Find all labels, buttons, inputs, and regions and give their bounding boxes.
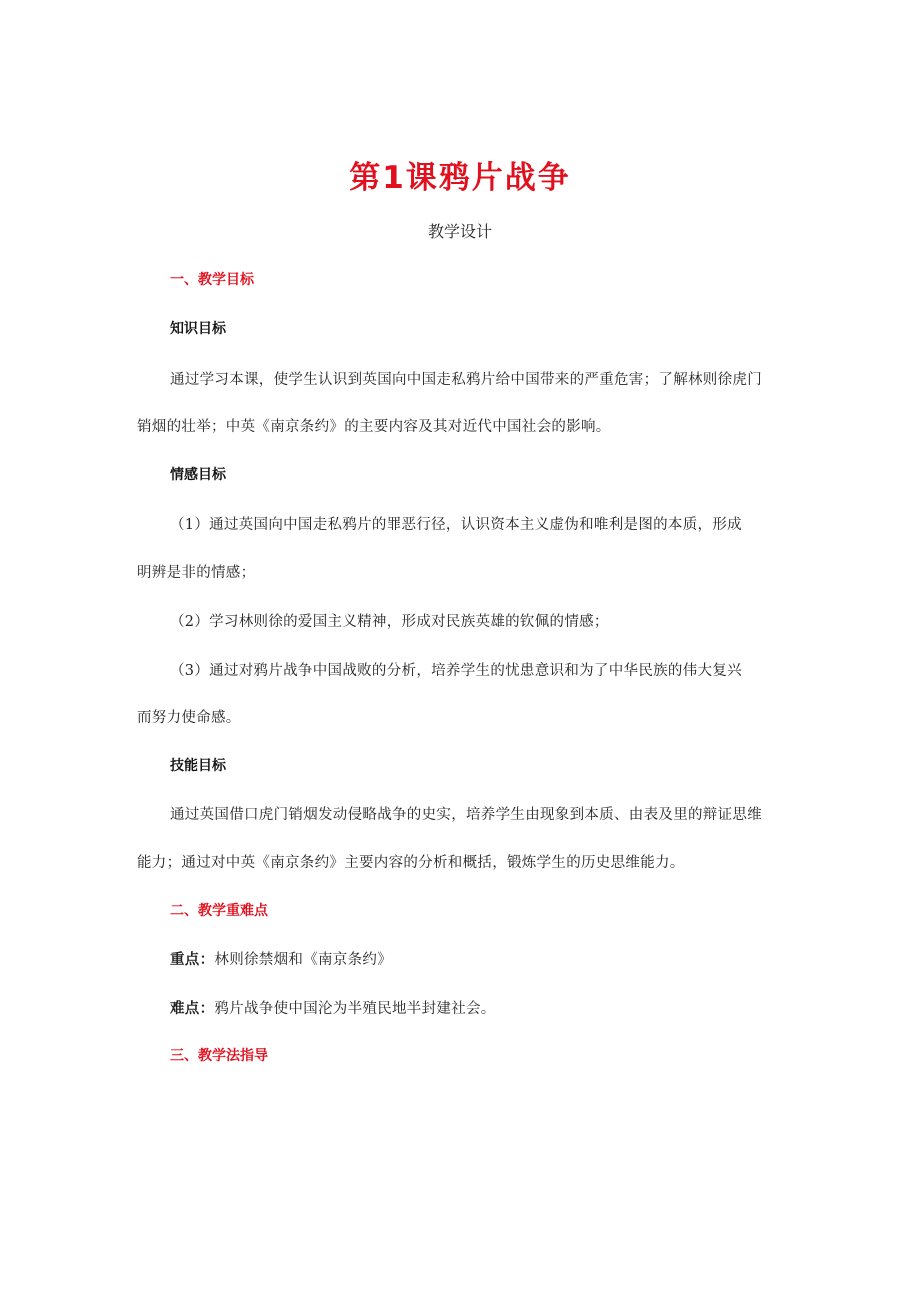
subheading-skill-goals: 技能目标 (170, 758, 226, 774)
emotion-goals-line-4: （3）通过对鸦片战争中国战败的分析，培养学生的忧患意识和为了中华民族的伟大复兴 (170, 663, 742, 679)
key-point-text: 林则徐禁烟和《南京条约》 (214, 952, 393, 968)
knowledge-goals-line-1: 通过学习本课，使学生认识到英国向中国走私鸦片给中国带来的严重危害；了解林则徐虎门 (170, 372, 762, 388)
difficult-point-text: 鸦片战争使中国沦为半殖民地半封建社会。 (214, 1001, 496, 1017)
emotion-goals-line-5: 而努力使命感。 (137, 710, 241, 726)
document-title: 第1课鸦片战争 (349, 160, 571, 196)
section-heading-key-points: 二、教学重难点 (170, 903, 268, 919)
document-subtitle: 教学设计 (427, 222, 492, 241)
knowledge-goals-line-2: 销烟的壮举；中英《南京条约》的主要内容及其对近代中国社会的影响。 (137, 419, 611, 435)
emotion-goals-line-2: 明辨是非的情感； (137, 565, 256, 581)
key-point-line (170, 948, 392, 969)
key-point-label: 重点： (170, 952, 215, 968)
section-heading-teaching-method: 三、教学法指导 (170, 1048, 268, 1064)
skill-goals-line-1: 通过英国借口虎门销烟发动侵略战争的史实，培养学生由现象到本质、由表及里的辩证思维 (170, 807, 762, 823)
skill-goals-line-2: 能力；通过对中英《南京条约》主要内容的分析和概括，锻炼学生的历史思维能力。 (137, 855, 685, 871)
emotion-goals-line-3: （2）学习林则徐的爱国主义精神，形成对民族英雄的钦佩的情感； (170, 614, 609, 630)
emotion-goals-line-1: （1）通过英国向中国走私鸦片的罪恶行径，认识资本主义虚伪和唯利是图的本质，形成 (170, 517, 742, 533)
section-heading-teaching-goals: 一、教学目标 (170, 272, 254, 288)
subheading-emotion-goals: 情感目标 (170, 467, 226, 483)
difficult-point-label: 难点： (170, 1001, 215, 1017)
difficult-point-line (170, 997, 496, 1018)
subheading-knowledge-goals: 知识目标 (170, 321, 226, 337)
